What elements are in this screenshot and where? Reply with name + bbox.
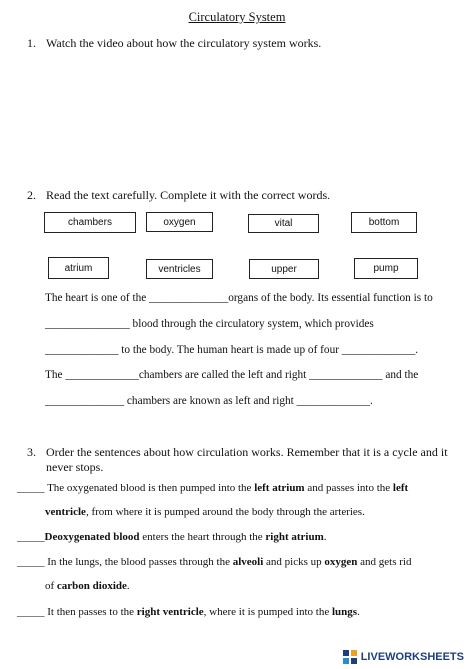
question-2	[27, 188, 330, 203]
word-box-upper: upper	[249, 259, 319, 279]
keyword: right ventricle	[136, 606, 204, 618]
sentence-text: , from where it is pumped around the body through the arteries.	[85, 506, 365, 518]
word-box-ventricles: ventricles	[146, 259, 213, 279]
question-3	[27, 445, 448, 460]
keyword: right atrium	[265, 531, 324, 543]
sentence-text: and gets rid	[357, 556, 412, 568]
liveworksheets-logo	[343, 648, 464, 666]
sentence-3-line-2	[45, 580, 130, 592]
sentence-1-line-2	[45, 506, 365, 518]
keyword: alveoli	[232, 556, 264, 568]
question-1	[27, 36, 321, 51]
sentence-4	[17, 606, 360, 618]
sentence-text: and picks up	[263, 556, 325, 568]
word-box-chambers: chambers	[44, 212, 136, 233]
fill-in-line-3: _____________ to the body. The human heart is made up of four _____________.	[45, 344, 419, 356]
keyword: lungs	[331, 606, 358, 618]
order-blank: _____	[17, 531, 45, 543]
question-3-text-line-1: Order the sentences about how circulation works. Remember that it is a cycle and it	[46, 445, 448, 459]
sentence-1-line-1	[17, 482, 408, 494]
word-box-atrium: atrium	[48, 257, 109, 279]
sentence-text: .	[323, 531, 327, 543]
sentence-text: In the lungs, the blood passes through the	[47, 556, 233, 568]
keyword: carbon dioxide	[56, 580, 127, 592]
sentence-3-line-1	[17, 556, 411, 568]
word-box-bottom: bottom	[351, 212, 417, 233]
question-3-text-line-2: never stops.	[46, 460, 104, 474]
question-1-text: Watch the video about how the circulatory system works.	[46, 36, 322, 50]
keyword: ventricle	[45, 506, 86, 518]
word-box-vital: vital	[248, 214, 319, 233]
order-blank: _____	[17, 482, 45, 494]
fill-in-line-5: ______________ chambers are known as left and right _____________.	[45, 395, 373, 407]
question-1-number: 1.	[27, 36, 36, 50]
question-2-number: 2.	[27, 188, 36, 202]
sentence-text: and passes into the	[304, 482, 393, 494]
keyword: Deoxygenated blood	[44, 531, 140, 543]
order-blank: _____	[17, 556, 45, 568]
sentence-text: enters the heart through the	[139, 531, 266, 543]
word-box-oxygen: oxygen	[146, 212, 213, 232]
question-2-text: Read the text carefully. Complete it with the correct words.	[46, 188, 331, 202]
word-box-pump: pump	[354, 258, 418, 279]
liveworksheets-brand: LIVEWORKSHEETS	[360, 651, 464, 663]
sentence-text: .	[126, 580, 130, 592]
sentence-text: .	[357, 606, 360, 618]
question-3-number: 3.	[27, 445, 36, 459]
sentence-2	[17, 531, 327, 543]
keyword: oxygen	[324, 556, 358, 568]
keyword: left atrium	[254, 482, 305, 494]
keyword: left	[392, 482, 409, 494]
fill-in-line-4: The _____________chambers are called the left and right _____________ and the	[45, 369, 419, 381]
fill-in-line-2: _______________ blood through the circulatory system, which provides	[45, 318, 374, 330]
sentence-text: It then passes to the	[47, 606, 137, 618]
sentence-text: The oxygenated blood is then pumped into the	[47, 482, 255, 494]
sentence-text: , where it is pumped into the	[203, 606, 332, 618]
order-blank: _____	[17, 606, 45, 618]
sentence-text: of	[45, 580, 57, 592]
fill-in-line-1: The heart is one of the ______________organs of the body. Its essential function is to	[45, 292, 433, 304]
liveworksheets-logo-icon	[343, 650, 357, 664]
worksheet-title: Circulatory System	[188, 10, 286, 24]
